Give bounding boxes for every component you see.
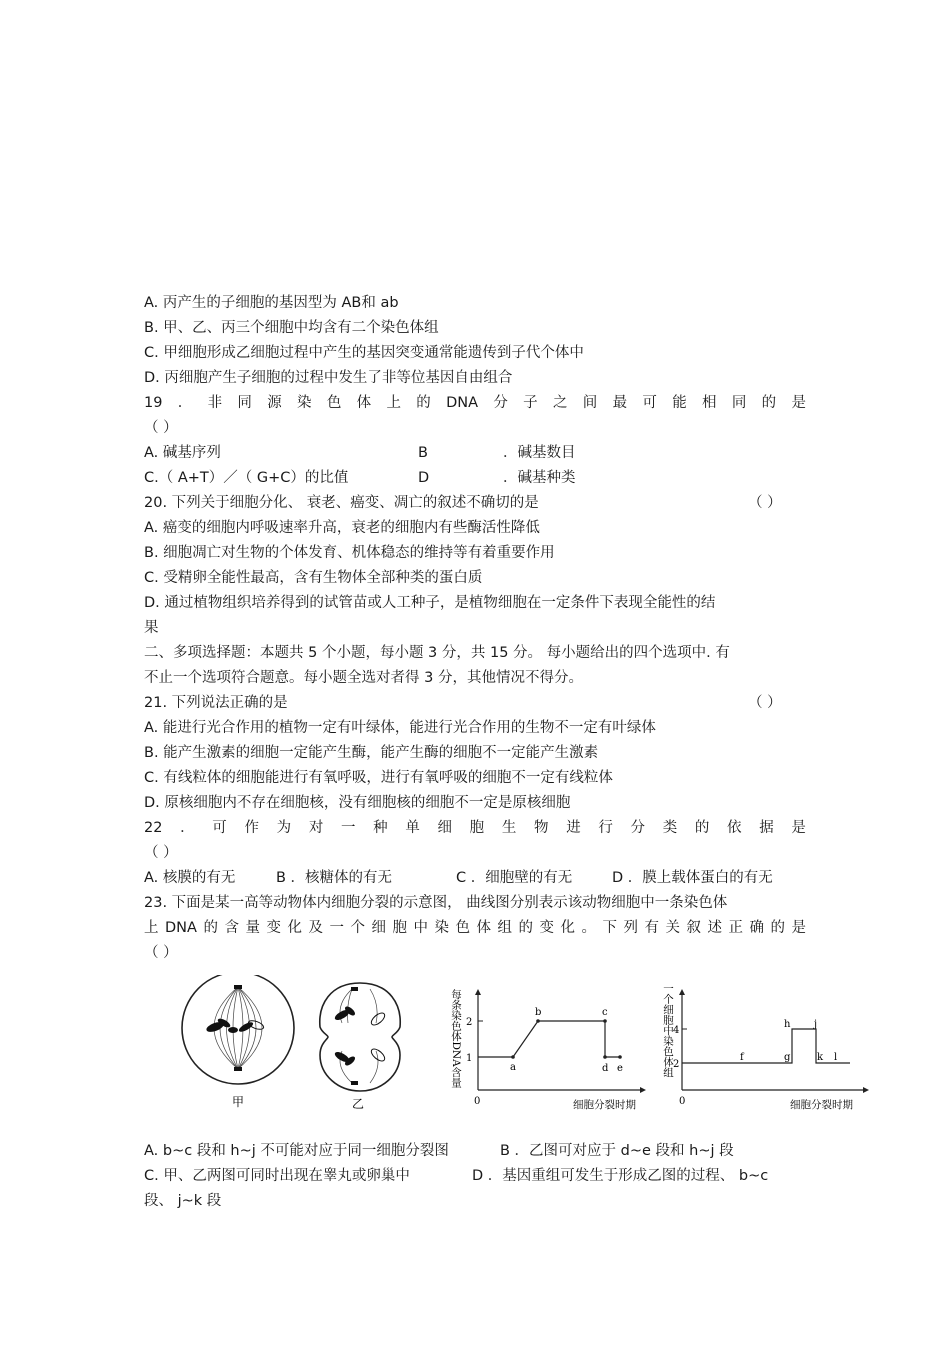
q22-stem-token: 作: [244, 820, 259, 836]
q19-option-d-text: ．碱基种类: [503, 470, 576, 486]
q19-stem-token: 色: [326, 395, 342, 411]
q19-stem-token: 染: [297, 395, 312, 411]
q23-stem-line2-token: 确: [749, 920, 764, 936]
q19-stem-token: 19: [144, 395, 163, 411]
q19-stem: [144, 394, 806, 412]
graph2-point-h: h: [784, 1019, 791, 1030]
graph2-point-j: j: [814, 1019, 818, 1030]
q19-option-a: A. 碱基序列: [144, 445, 221, 461]
cell-jia-label: 甲: [231, 1095, 245, 1109]
q23-stem-line2-token: 及: [308, 920, 323, 936]
q23-option-b: B ．乙图可对应于 d~e 段和 h~j 段: [500, 1143, 734, 1159]
q22-stem-token: 可: [212, 820, 227, 836]
q22-stem-token: 据: [759, 820, 774, 836]
q19-stem-token: 的: [761, 395, 777, 411]
graph2-point-l: l: [834, 1052, 838, 1063]
q18-option-d: D. 丙细胞产生子细胞的过程中发生了非等位基因自由组合: [144, 370, 513, 386]
q22-stem-token: 一: [340, 820, 356, 836]
q19-stem-token: ．: [177, 395, 193, 411]
q23-stem-line2-token: 染: [434, 920, 449, 936]
graph1-point-e: e: [617, 1063, 623, 1074]
graph2-curve: [682, 1029, 850, 1063]
q22-stem-token: 的: [694, 820, 710, 836]
q23-stem-line2-token: 化: [287, 920, 302, 936]
q22-stem-token: 22: [144, 820, 163, 836]
q23-stem-line2-token: 关: [665, 920, 680, 936]
q19-stem-token: 体: [356, 395, 372, 411]
graph2-ylabel: 一个细胞中染色体组: [662, 983, 674, 1078]
q23-stem-line2-token: 组: [497, 920, 512, 936]
q21-answer-paren: （ ）: [748, 695, 782, 711]
q21-option-c: C. 有线粒体的细胞能进行有氧呼吸，进行有氧呼吸的细胞不一定有线粒体: [144, 770, 613, 786]
q23-stem-line1: 23. 下面是某一高等动物体内细胞分裂的示意图， 曲线图分别表示该动物细胞中一条染色体: [144, 895, 728, 911]
graph1-dna-per-chromosome: [450, 988, 646, 1111]
q21-stem: 21. 下列说法正确的是: [144, 695, 288, 711]
q18-option-c: C. 甲细胞形成乙细胞过程中产生的基因突变通常能遗传到子代个体中: [144, 345, 584, 361]
q23-stem-line2-token: 的: [518, 920, 533, 936]
q19-stem-token: 上: [386, 395, 401, 411]
q23-answer-paren: （ ）: [144, 945, 178, 961]
q23-stem-line2-token: 叙: [686, 920, 701, 936]
graph1-ytick-2: 2: [466, 1017, 473, 1028]
q21-option-b: B. 能产生激素的细胞一定能产生酶，能产生酶的细胞不一定能产生激素: [144, 745, 599, 761]
graph1-point-a: a: [510, 1062, 516, 1073]
q19-stem-token: 源: [267, 395, 282, 411]
q19-stem-token: 是: [791, 395, 806, 411]
q22-stem-token: ．: [180, 820, 195, 836]
q22-stem-token: 生: [501, 820, 517, 836]
graph1-ytick-1: 1: [466, 1053, 473, 1064]
graph2-ytick-4: 4: [673, 1025, 680, 1036]
q23-stem-line2-token: 化: [560, 920, 575, 936]
q23-stem-line2-token: 下: [602, 920, 617, 936]
q19-stem-token: 之: [552, 395, 568, 411]
graph1-point-d: d: [602, 1063, 609, 1074]
graph2-xlabel: 细胞分裂时期: [790, 1099, 853, 1111]
q23-stem-line2-token: 色: [455, 920, 470, 936]
q19-option-c: C.（ A+T）／（ G+C）的比值: [144, 470, 349, 486]
q20-answer-paren: （ ）: [748, 495, 782, 511]
section2-instructions-line1: 二、多项选择题：本题共 5 个小题，每小题 3 分，共 15 分。 每小题给出的四个选项中. 有: [144, 645, 730, 661]
q19-stem-token: DNA: [446, 395, 479, 411]
q22-answer-paren: （ ）: [144, 845, 178, 861]
q23-stem-line2-token: DNA: [165, 920, 197, 936]
q23-stem-line2: [144, 919, 806, 937]
q22-stem-token: 依: [727, 820, 742, 836]
q22-stem-token: 物: [534, 820, 549, 836]
q20-option-a: A. 癌变的细胞内呼吸速率升高，衰老的细胞内有些酶活性降低: [144, 520, 540, 536]
q22-stem-token: 行: [598, 820, 613, 836]
q20-option-b: B. 细胞凋亡对生物的个体发育、机体稳态的维持等有着重要作用: [144, 545, 555, 561]
graph2-origin: 0: [679, 1096, 686, 1107]
q22-stem-token: 细: [437, 820, 452, 836]
q23-stem-line2-token: 的: [770, 920, 785, 936]
cell-yi-label: 乙: [351, 1097, 365, 1111]
q23-stem-line2-token: 细: [371, 920, 386, 936]
q22-option-c: C ．细胞壁的有无: [456, 870, 573, 886]
graph2-chromosome-sets: [662, 983, 869, 1111]
q18-option-a: A. 丙产生的子细胞的基因型为 AB和 ab: [144, 295, 399, 311]
q23-stem-line2-token: 中: [413, 920, 428, 936]
q23-stem-line2-token: 。: [581, 920, 596, 936]
q22-option-d: D ．膜上载体蛋白的有无: [612, 870, 773, 886]
q22-option-a: A. 核膜的有无: [144, 870, 236, 886]
q22-stem-token: 类: [662, 820, 678, 836]
q20-option-d-continued: 果: [144, 620, 159, 636]
q21-option-a: A. 能进行光合作用的植物一定有叶绿体，能进行光合作用的生物不一定有叶绿体: [144, 720, 656, 736]
q23-stem-line2-token: 一: [329, 920, 344, 936]
q23-stem-line2-token: 变: [539, 920, 554, 936]
graph1-origin: 0: [474, 1096, 481, 1107]
q23-stem-line2-token: 个: [350, 920, 365, 936]
graph1-curve: [478, 1021, 620, 1057]
graph2-point-k: k: [817, 1052, 824, 1063]
q20-stem: 20. 下列关于细胞分化、 衰老、癌变、凋亡的叙述不确切的是: [144, 495, 539, 511]
cell-yi-diagram: [320, 983, 400, 1091]
q23-option-a: A. b~c 段和 h~j 不可能对应于同一细胞分裂图: [144, 1143, 449, 1159]
q23-option-c: C. 甲、乙两图可同时出现在睾丸或卵巢中: [144, 1168, 410, 1184]
q19-stem-token: 能: [672, 395, 687, 411]
q23-stem-line2-token: 体: [476, 920, 491, 936]
q19-answer-paren: （ ）: [144, 420, 178, 436]
q23-stem-line2-token: 上: [144, 920, 159, 936]
q23-stem-line2-token: 胞: [392, 920, 407, 936]
q18-option-b: B. 甲、乙、丙三个细胞中均含有二个染色体组: [144, 320, 439, 336]
q23-stem-line2-token: 有: [644, 920, 659, 936]
q23-stem-line2-token: 列: [623, 920, 638, 936]
q23-stem-line2-token: 正: [728, 920, 743, 936]
q19-stem-token: 同: [731, 395, 747, 411]
q22-stem-token: 种: [373, 820, 388, 836]
graph2-point-f: f: [740, 1052, 744, 1063]
q19-stem-token: 子: [523, 395, 538, 411]
q22-stem-token: 对: [308, 820, 324, 836]
q19-stem-token: 的: [416, 395, 431, 411]
q22-stem-token: 分: [630, 820, 646, 836]
q23-stem-line2-token: 变: [266, 920, 281, 936]
q20-option-c: C. 受精卵全能性最高，含有生物体全部种类的蛋白质: [144, 570, 483, 586]
graph1-ylabel: 每条染色体DNA含量: [450, 989, 462, 1088]
q22-stem-token: 是: [791, 820, 806, 836]
section2-instructions-line2: 不止一个选项符合题意。每小题全选对者得 3 分，其他情况不得分。: [144, 670, 583, 686]
q19-stem-token: 同: [237, 395, 252, 411]
q22-stem-token: 单: [405, 820, 420, 836]
q21-option-d: D. 原核细胞内不存在细胞核，没有细胞核的细胞不一定是原核细胞: [144, 795, 571, 811]
q23-figure: [170, 975, 880, 1125]
q19-option-d-letter: D: [418, 470, 430, 486]
graph1-point-b: b: [535, 1007, 542, 1018]
q22-stem: [144, 819, 806, 837]
q23-stem-line2-token: 述: [707, 920, 722, 936]
graph1-point-c: c: [602, 1007, 608, 1018]
q23-stem-line2-token: 是: [791, 920, 806, 936]
q22-stem-token: 进: [566, 820, 581, 836]
q19-option-b-text: ．碱基数目: [503, 445, 576, 461]
q19-stem-token: 相: [702, 395, 717, 411]
q19-stem-token: 最: [612, 395, 628, 411]
q22-stem-token: 胞: [469, 820, 485, 836]
q23-stem-line2-token: 的: [203, 920, 218, 936]
q19-stem-token: 可: [642, 395, 657, 411]
q23-stem-line2-token: 量: [245, 920, 260, 936]
q19-stem-token: 分: [493, 395, 508, 411]
q22-stem-token: 为: [276, 820, 292, 836]
graph2-point-g: g: [784, 1052, 791, 1063]
graph2-ytick-2: 2: [673, 1059, 680, 1070]
graph1-xlabel: 细胞分裂时期: [573, 1099, 636, 1111]
q22-option-b: B ．核糖体的有无: [276, 870, 393, 886]
q23-option-d: D ．基因重组可发生于形成乙图的过程、 b~c: [472, 1168, 769, 1184]
q20-option-d: D. 通过植物组织培养得到的试管苗或人工种子，是植物细胞在一定条件下表现全能性的结: [144, 595, 716, 611]
q19-stem-token: 非: [207, 395, 223, 411]
q19-stem-token: 间: [582, 395, 598, 411]
q23-option-d-continued: 段、 j~k 段: [144, 1193, 222, 1209]
q19-option-b-letter: B: [418, 445, 428, 461]
q23-stem-line2-token: 含: [224, 920, 239, 936]
cell-jia-diagram: [182, 975, 294, 1084]
